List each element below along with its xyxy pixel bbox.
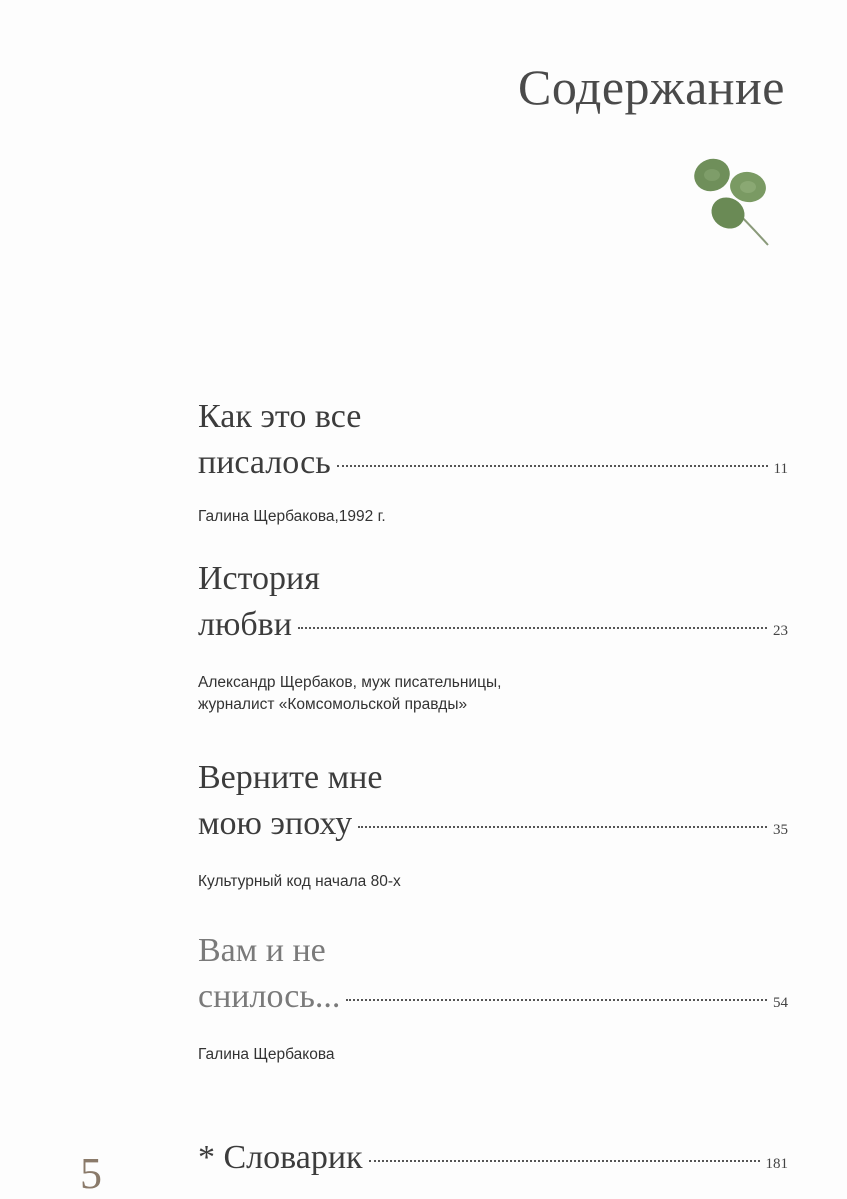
page-title: Содержание [518,59,785,115]
entry-title-line2: любви [198,606,292,643]
dot-leader [369,1160,760,1162]
entry-title-line1: Как это все [198,398,362,435]
entry-title-row [198,974,788,1026]
toc-entry[interactable] [198,1135,788,1187]
entry-title-row [198,1135,788,1187]
dot-leader [298,627,767,629]
toc-entry[interactable] [198,556,788,716]
toc-entry[interactable] [198,755,788,893]
page-reference: 23 [773,623,788,639]
entry-title-line2: * Словарик [198,1139,363,1176]
dot-leader [337,465,768,467]
entry-description-line: Галина Щербакова,1992 г. [198,508,386,525]
entry-description [198,1044,788,1066]
page-reference: 35 [773,822,788,838]
entry-title-line2: писалось [198,444,331,481]
entry-title-line1: История [198,560,320,597]
entry-description [198,871,788,893]
entry-description [198,672,788,716]
toc-entry[interactable] [198,394,788,528]
dot-leader [358,826,767,828]
entry-title-line1: Верните мне [198,759,383,796]
entry-title-row [198,602,788,654]
toc-entry[interactable] [198,928,788,1066]
entry-title-line2: мою эпоху [198,805,353,842]
entry-title-line1: Вам и не [198,932,326,969]
page-reference: 11 [773,461,788,477]
page-number: 5 [80,1149,102,1198]
entry-description-line: журналист «Комсомольской правды» [198,696,468,713]
entry-title-line2: снилось... [198,978,341,1015]
page-reference: 54 [773,995,788,1011]
entry-title-row [198,440,788,492]
page-reference: 181 [765,1156,788,1172]
clover-icon [690,145,780,255]
entry-description-line: Галина Щербакова [198,1046,335,1063]
entry-description-line: Александр Щербаков, муж писательницы, [198,674,502,691]
entry-description-line: Культурный код начала 80-х [198,873,401,890]
entry-description [198,506,788,528]
dot-leader [346,999,767,1001]
entry-title-row [198,801,788,853]
